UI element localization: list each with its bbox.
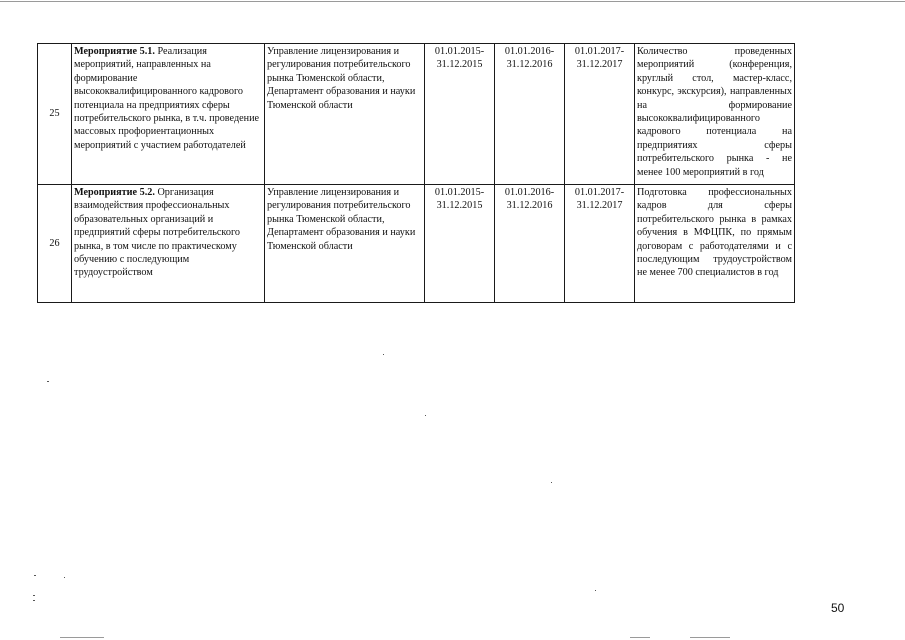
result-text-last-line: менее 100 мероприятий в год [637,166,764,178]
period-2016: 01.01.2016-31.12.2016 [495,44,565,185]
result-cell [635,44,795,185]
scan-speck [383,354,384,355]
result-text: Подготовка профессиональных кадров для сферы потребительского рынка в рамках обучения в МФЦПК, по прямым договорам с работодателями и с последующим трудоустройством [637,187,792,266]
activity-cell [72,44,265,185]
executor-cell: Управление лицензирования и регулирования потребительского рынка Тюменской области, Департамент образования и науки Тюменской области [265,185,425,303]
scan-speck [34,575,36,576]
result-text: Количество проведенных мероприятий (конференция, круглый стол, мастер-класс, конкурс, экскурсия), направленных на формирование высококвалифицированного кадрового потенциала на предприятиях сферы потребительского рынка - не [637,46,792,165]
scan-speck [33,600,35,601]
period-2016: 01.01.2016-31.12.2016 [495,185,565,303]
activity-description: Реализация мероприятий, направленных на формирование высококвалифицированного кадрового потенциала на предприятиях сферы потребительского рынка, в т.ч. проведение массовых профориентационных мероприятий с участием работодателей [74,46,260,151]
period-2017: 01.01.2017-31.12.2017 [565,44,635,185]
scan-speck [47,381,49,382]
activities-table [37,43,795,303]
scan-speck [595,590,596,591]
scan-speck [551,482,552,483]
scan-bottom-edge-line [690,637,730,638]
row-number: 25 [38,44,72,185]
activity-title: Мероприятие 5.2. [74,187,155,198]
activity-cell [72,185,265,303]
scan-bottom-edge-line [60,637,104,638]
scan-bottom-edge-line [630,637,650,638]
period-2015: 01.01.2015-31.12.2015 [425,44,495,185]
table-row [38,185,795,303]
row-number: 26 [38,185,72,303]
table-row [38,44,795,185]
period-2015: 01.01.2015-31.12.2015 [425,185,495,303]
page-number: 50 [831,601,845,615]
executor-cell: Управление лицензирования и регулирования потребительского рынка Тюменской области, Департамент образования и науки Тюменской области [265,44,425,185]
result-text-last-line: не менее 700 специалистов в год [637,267,779,279]
scan-speck [64,577,65,578]
scan-speck [33,595,35,596]
scan-speck [425,415,426,416]
activity-description: Организация взаимодействия профессиональных образовательных организаций и предприятий сферы потребительского рынка, в том числе по практическому обучению с последующим трудоустройством [74,187,240,279]
result-cell [635,185,795,303]
activity-title: Мероприятие 5.1. [74,46,155,57]
scan-top-edge-line [0,1,905,2]
period-2017: 01.01.2017-31.12.2017 [565,185,635,303]
